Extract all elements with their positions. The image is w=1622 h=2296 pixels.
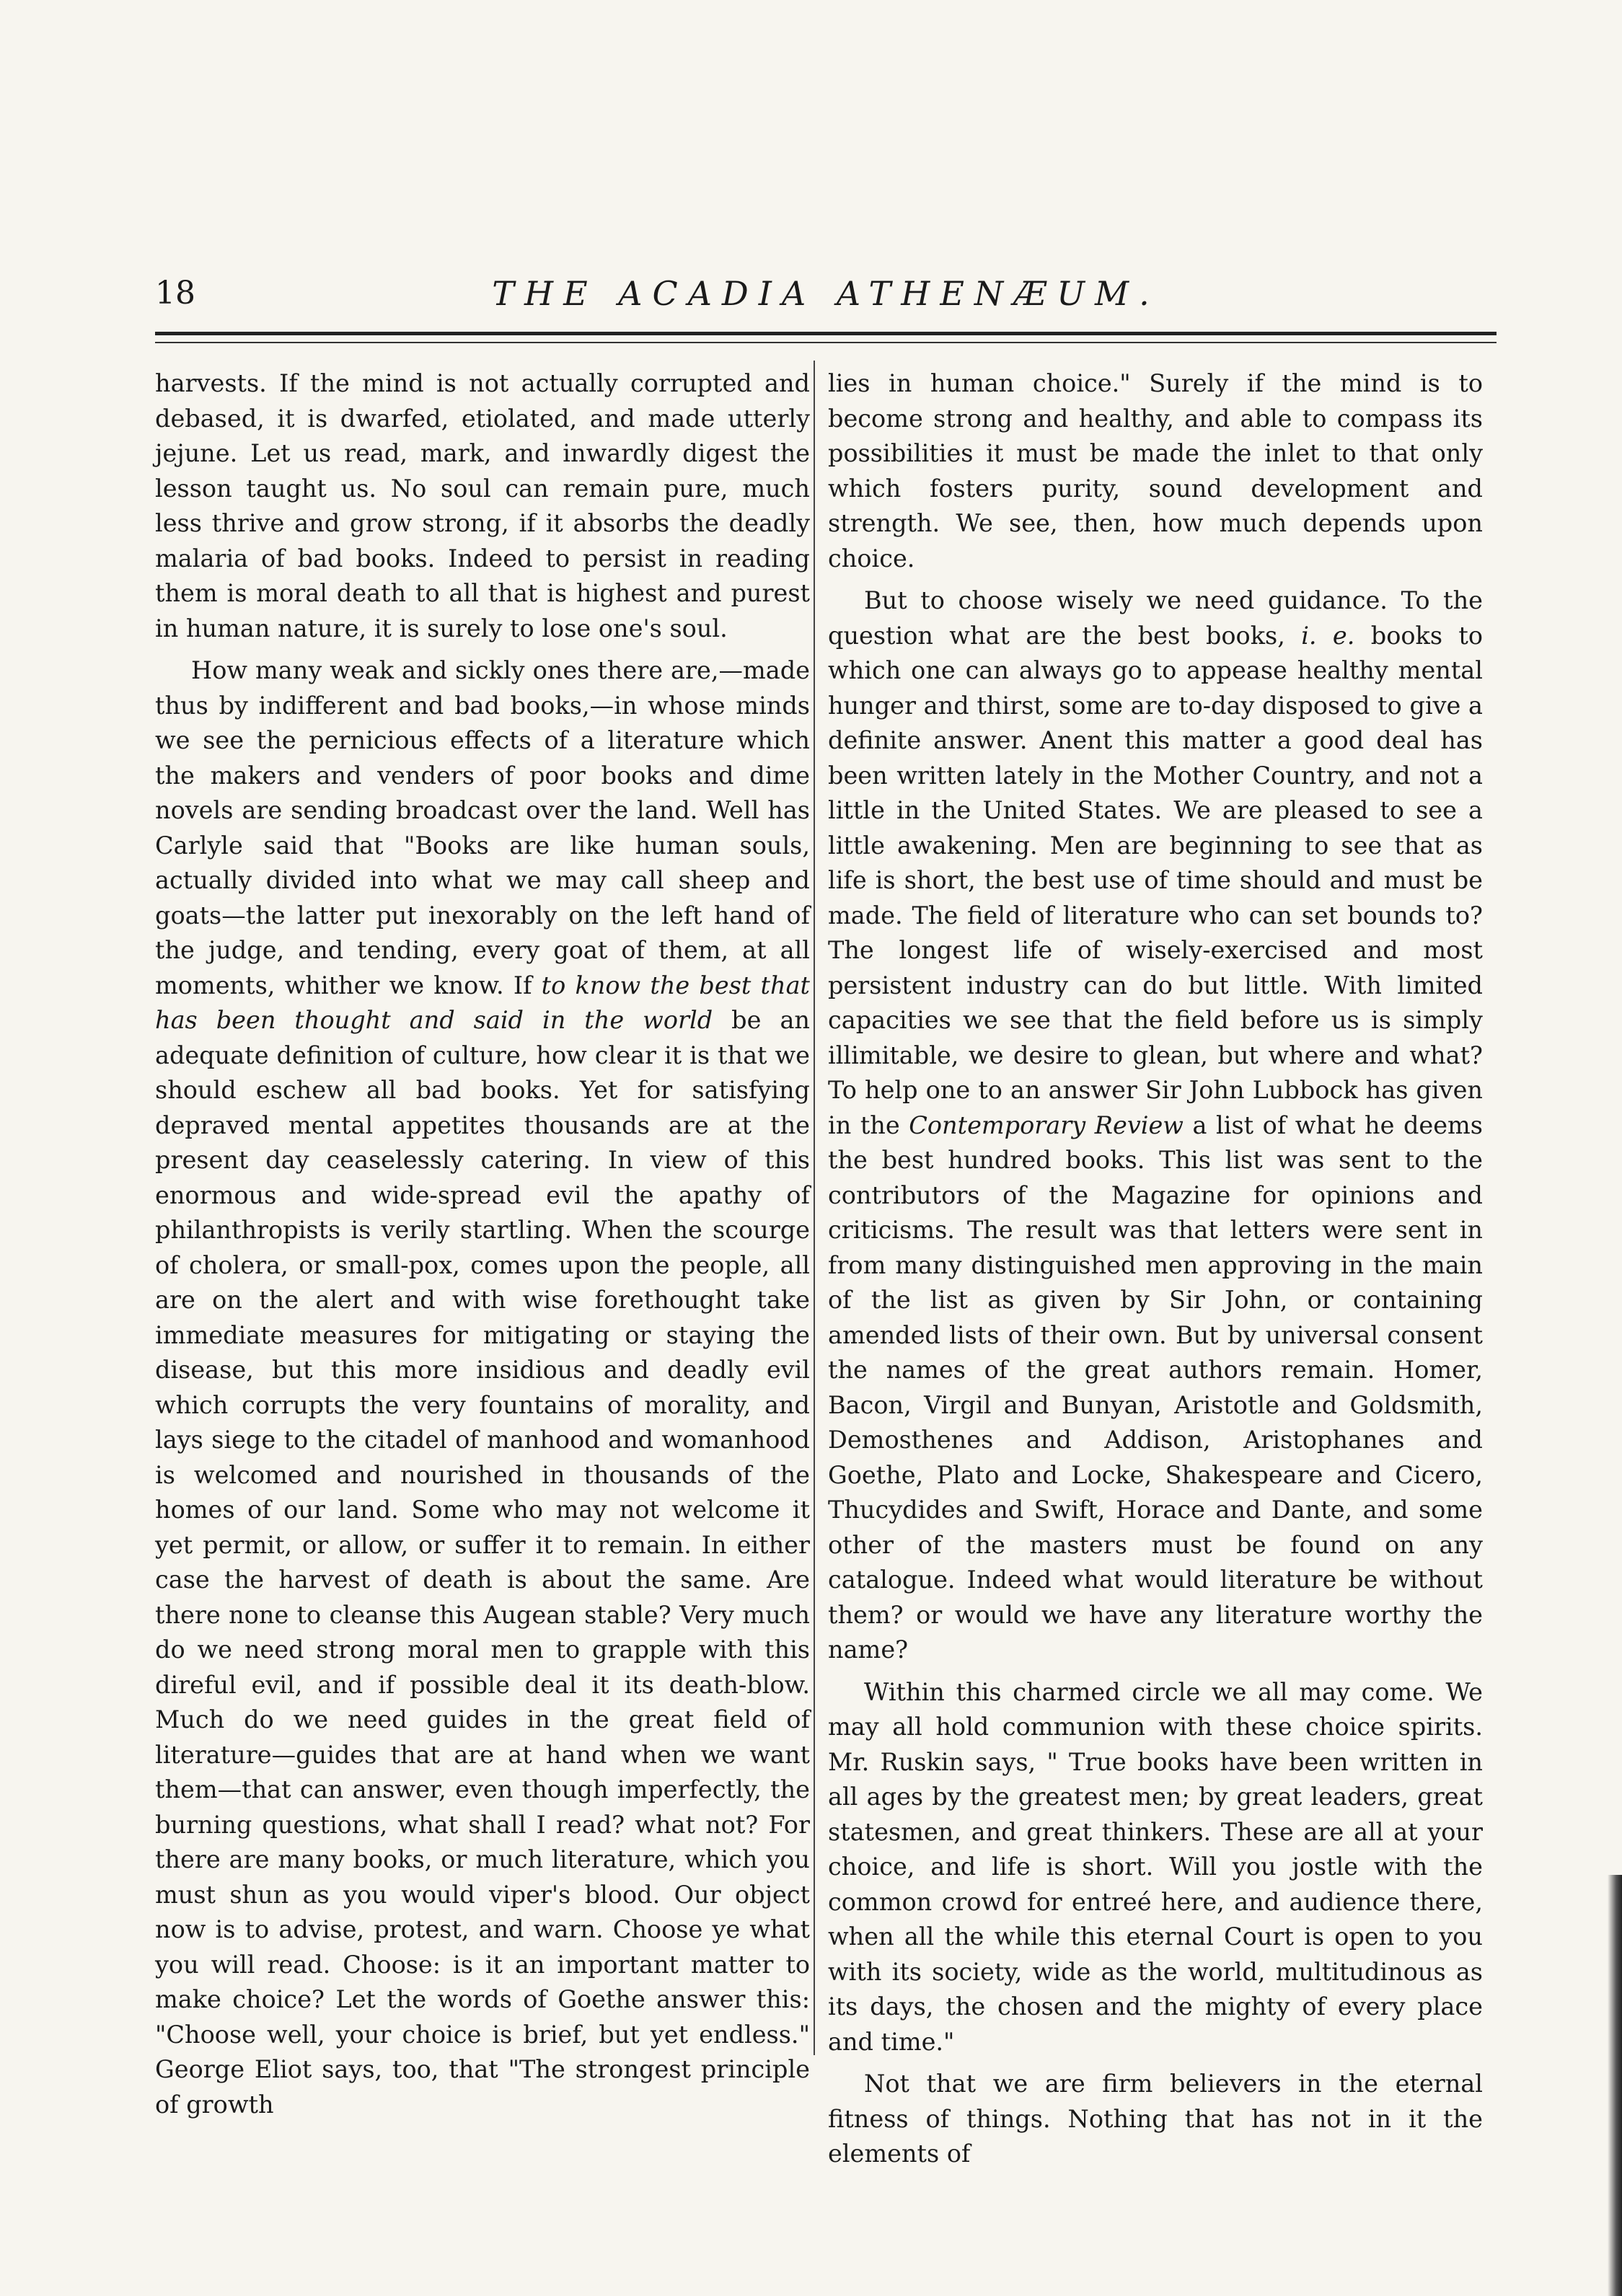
scan-edge-shadow (1608, 1875, 1622, 2296)
paragraph (828, 583, 1483, 1668)
paragraph: Within this charmed circle we all may come. We may all hold communion with these choice spirits. Mr. Ruskin says, " True books have been written in all ages by the greatest men; by great leaders, great statesmen, and great thinkers. These are all at your choice, and life is short. Will you jostle with the common crowd for entreé here, and audience there, when all the while this eternal Court is open to you with its society, wide as the world, multitudinous as its days, the chosen and the mighty of every place and time." (828, 1677, 1483, 2056)
column-divider (814, 361, 815, 2055)
right-column (828, 366, 1483, 2179)
paragraph: lies in human choice." Surely if the mind is to become strong and healthy, and able to compass its possibilities it must be made the inlet to that only which fosters purity, sound development and strength. We see, then, how much depends upon choice. (828, 369, 1483, 573)
text-run: a list of what he deems the best hundred books. This list was sent to the contributors of the Magazine for opinions and criticisms. The result was that letters were sent in from many distinguished men approving in the main of the list as given by Sir John, or containing amended lists of their own. But by universal consent the names of the great authors remain. Homer, Bacon, Virgil and Bunyan, Aristotle and Goldsmith, Demosthenes and Addison, Aristophanes and Goethe, Plato and Locke, Shakespeare and Cicero, Thucydides and Swift, Horace and Dante, and some other of the masters must be found on any catalogue. Indeed what would literature be without them? or would we have any literature worthy the name? (828, 1111, 1483, 1664)
text-run: But to choose wisely we need guidance. To the question what are the best books, (828, 586, 1483, 650)
page-number: 18 (155, 275, 195, 312)
italic-title: Contemporary Review (909, 1111, 1184, 1139)
left-column (155, 366, 810, 2129)
paragraph: Not that we are firm believers in the eternal fitness of things. Nothing that has not in it the elements of (828, 2070, 1483, 2168)
text-run: books to which one can always go to appease healthy mental hunger and thirst, some are to-day disposed to give a definite answer. Anent this matter a good deal has been written lately in the Mother Country, and not a little in the United States. We are pleased to see a little awakening. Men are beginning to see that as life is short, the best use of time should and must be made. The field of literature who can set bounds to? The longest life of wisely-exercised and most persistent industry can do but little. With limited capacities we see that the field before us is simply illimitable, we desire to glean, but where and what? To help one to an answer Sir John Lubbock has given in the (828, 621, 1483, 1139)
text-run: How many weak and sickly ones there are,—made thus by indifferent and bad books,—in whose minds we see the pernicious effects of a literature which the makers and venders of poor books and dime novels are sending broadcast over the land. Well has Carlyle said that "Books are like human souls, actually divided into what we may call sheep and goats—the latter put inexorably on the left hand of the judge, and tending, every goat of them, at all moments, whither we know. If (155, 656, 810, 999)
header-rule-thin (155, 342, 1497, 343)
paragraph: harvests. If the mind is not actually corrupted and debased, it is dwarfed, etiolated, and made utterly jejune. Let us read, mark, and inwardly digest the lesson taught us. No soul can remain pure, much less thrive and grow strong, if it absorbs the deadly malaria of bad books. Indeed to persist in reading them is moral death to all that is highest and purest in human nature, it is surely to lose one's soul. (155, 369, 810, 643)
text-run: be an adequate definition of culture, how clear it is that we should eschew all bad books. Yet for satisfying depraved mental appetites thousands are at the present day ceaselessly catering. In view of this enormous and wide-spread evil the apathy of philanthropists is verily startling. When the scourge of cholera, or small-pox, comes upon the people, all are on the alert and with wise forethought take immediate measures for mitigating or staying the disease, but this more insidious and deadly evil which corrupts the very fountains of morality, and lays siege to the citadel of manhood and womanhood is welcomed and nourished in thousands of the homes of our land. Some who may not welcome it yet permit, or allow, or suffer it to remain. In either case the harvest of death is about the same. Are there none to cleanse this Augean stable? Very much do we need strong moral men to grapple with this direful evil, and if possible deal it its death-blow. Much do we need guides in the great field of literature—guides that are at hand when we want them—that can answer, even though imperfectly, the burning questions, what shall I read? what not? For there are many books, or much literature, which you must shun as you would viper's blood. Our object now is to advise, protest, and warn. Choose ye what you will read. Choose: is it an important matter to make choice? Let the words of Goethe answer this: "Choose well, your choice is brief, but yet endless." George Eliot says, too, that "The strongest principle of growth (155, 1006, 810, 2119)
paragraph (155, 653, 810, 2122)
italic-quote: to know the best that has been thought and said in the world (155, 971, 810, 1034)
page-header (155, 268, 1497, 319)
header-rule-thick (155, 332, 1497, 335)
journal-title: THE ACADIA ATHENÆUM. (492, 274, 1160, 313)
italic-abbrev: i. e. (1301, 621, 1355, 650)
